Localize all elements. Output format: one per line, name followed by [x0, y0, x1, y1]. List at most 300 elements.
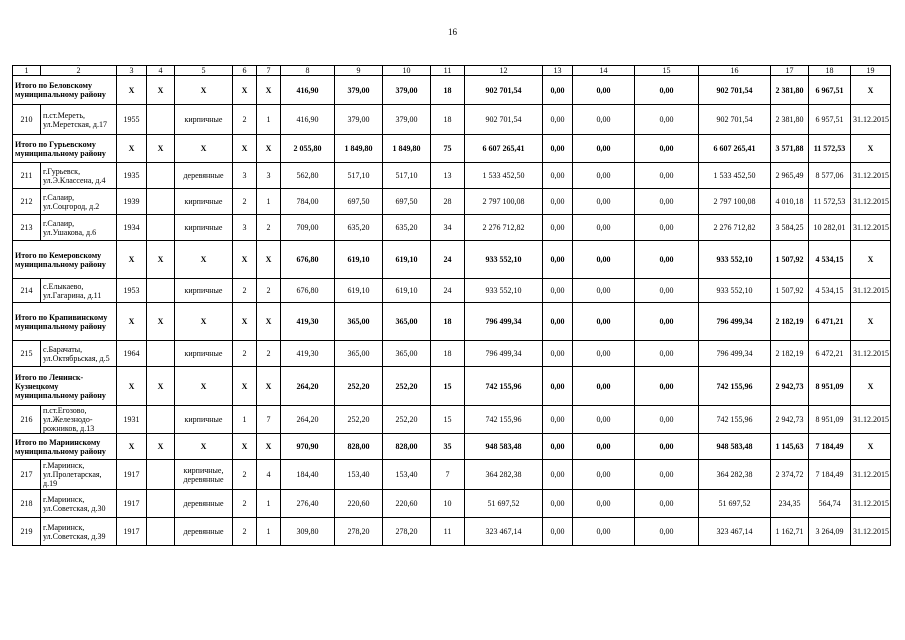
district-total-row [13, 303, 891, 341]
table-cell: 1934 [117, 215, 147, 241]
column-header: 1 [13, 66, 41, 76]
table-cell: 0,00 [635, 341, 699, 367]
table-cell: 2 942,73 [771, 406, 809, 434]
column-header: 5 [175, 66, 233, 76]
table-cell: 10 282,01 [809, 215, 851, 241]
page-number: 16 [448, 27, 457, 37]
column-header: 3 [117, 66, 147, 76]
building-row [13, 189, 891, 215]
table-cell: 4 010,18 [771, 189, 809, 215]
table-cell: X [147, 434, 175, 460]
table-cell: 24 [431, 279, 465, 303]
table-cell: 1 507,92 [771, 241, 809, 279]
table-cell: 0,00 [543, 406, 573, 434]
table-cell: 234,35 [771, 490, 809, 518]
table-cell: 742 155,96 [465, 406, 543, 434]
table-cell: 379,00 [335, 105, 383, 135]
table-cell: 264,20 [281, 367, 335, 406]
column-header: 17 [771, 66, 809, 76]
table-cell: 4 534,15 [809, 241, 851, 279]
table-cell: 31.12.2015 [851, 518, 891, 546]
table-cell: 948 583,48 [699, 434, 771, 460]
table-cell: 18 [431, 341, 465, 367]
table-cell: 933 552,10 [465, 241, 543, 279]
table-cell: 948 583,48 [465, 434, 543, 460]
table-cell: 7 184,49 [809, 460, 851, 490]
table-cell: 7 [431, 460, 465, 490]
table-cell: 365,00 [383, 341, 431, 367]
table-cell: 0,00 [635, 518, 699, 546]
table-cell: 0,00 [635, 105, 699, 135]
table-cell: 31.12.2015 [851, 406, 891, 434]
table-cell: 2 [233, 189, 257, 215]
table-cell: 252,20 [383, 406, 431, 434]
table-cell: 1 [257, 189, 281, 215]
table-cell: 416,90 [281, 76, 335, 105]
table-cell: 619,10 [335, 279, 383, 303]
table-cell: кирпичные [175, 215, 233, 241]
table-cell: 6 471,21 [809, 303, 851, 341]
table-cell: 1 533 452,50 [465, 163, 543, 189]
table-cell: 619,10 [383, 279, 431, 303]
table-cell: 31.12.2015 [851, 105, 891, 135]
table-cell: 1 [257, 490, 281, 518]
table-cell: 264,20 [281, 406, 335, 434]
table-cell: X [257, 241, 281, 279]
table-cell: 0,00 [573, 434, 635, 460]
building-address: г.Мариинск, ул.Пролетарская, д.19 [41, 460, 117, 490]
column-header: 19 [851, 66, 891, 76]
table-cell: 562,80 [281, 163, 335, 189]
table-cell: 364 282,38 [699, 460, 771, 490]
table-cell: 2 055,80 [281, 135, 335, 163]
table-cell: 933 552,10 [699, 279, 771, 303]
table-cell: 323 467,14 [699, 518, 771, 546]
table-cell: 2 [257, 279, 281, 303]
table-cell: 3 [233, 163, 257, 189]
table-cell [147, 460, 175, 490]
table-cell: X [147, 241, 175, 279]
table-cell: X [147, 135, 175, 163]
table-cell: 1939 [117, 189, 147, 215]
table-cell: 6 607 265,41 [465, 135, 543, 163]
table-cell: 2 381,80 [771, 105, 809, 135]
building-row [13, 105, 891, 135]
district-total-label: Итого по Кемеровскому муниципальному району [13, 241, 117, 279]
table-cell: 13 [431, 163, 465, 189]
column-header: 11 [431, 66, 465, 76]
table-cell: 31.12.2015 [851, 460, 891, 490]
table-cell: 18 [431, 303, 465, 341]
table-cell: кирпичные [175, 406, 233, 434]
district-total-row [13, 135, 891, 163]
table-cell: 0,00 [573, 241, 635, 279]
table-cell: 2 [233, 460, 257, 490]
row-number: 218 [13, 490, 41, 518]
table-cell: 742 155,96 [699, 367, 771, 406]
table-cell: 6 472,21 [809, 341, 851, 367]
table-cell: 676,80 [281, 279, 335, 303]
table-cell: 0,00 [543, 163, 573, 189]
row-number: 210 [13, 105, 41, 135]
table-cell: 796 499,34 [699, 341, 771, 367]
table-cell: 0,00 [573, 341, 635, 367]
table-cell: X [233, 241, 257, 279]
table-cell: 564,74 [809, 490, 851, 518]
table-cell: 184,40 [281, 460, 335, 490]
table-cell: 0,00 [635, 367, 699, 406]
table-cell: 0,00 [573, 135, 635, 163]
row-number: 216 [13, 406, 41, 434]
building-address: п.ст.Мереть, ул.Меретская, д.17 [41, 105, 117, 135]
table-cell: X [233, 367, 257, 406]
table-cell: X [851, 241, 891, 279]
district-total-label: Итого по Гурьевскому муниципальному району [13, 135, 117, 163]
table-cell: 0,00 [635, 189, 699, 215]
table-cell: 6 967,51 [809, 76, 851, 105]
table-cell: 0,00 [635, 406, 699, 434]
district-total-row [13, 241, 891, 279]
table-cell: X [233, 135, 257, 163]
table-cell: 742 155,96 [465, 367, 543, 406]
table-cell: 635,20 [383, 215, 431, 241]
table-cell: X [233, 434, 257, 460]
table-cell [147, 490, 175, 518]
table-cell: 0,00 [543, 490, 573, 518]
table-cell: 1 162,71 [771, 518, 809, 546]
table-cell: 8 577,06 [809, 163, 851, 189]
table-cell: 2 [233, 279, 257, 303]
table-cell: X [257, 434, 281, 460]
table-cell: 784,00 [281, 189, 335, 215]
table-cell: 6 957,51 [809, 105, 851, 135]
table-cell: 3 571,88 [771, 135, 809, 163]
table-cell: 24 [431, 241, 465, 279]
table-cell: 364 282,38 [465, 460, 543, 490]
table-cell: 153,40 [383, 460, 431, 490]
table-cell: 1953 [117, 279, 147, 303]
building-row [13, 406, 891, 434]
table-cell: 4 534,15 [809, 279, 851, 303]
table-cell: 6 607 265,41 [699, 135, 771, 163]
table-cell: 0,00 [573, 215, 635, 241]
table-cell: X [117, 367, 147, 406]
table-cell: 1964 [117, 341, 147, 367]
building-address: г.Салаир, ул.Соцгород, д.2 [41, 189, 117, 215]
table-cell: 0,00 [573, 490, 635, 518]
table-cell: 0,00 [543, 341, 573, 367]
table-cell: 0,00 [543, 76, 573, 105]
table-cell: 0,00 [573, 76, 635, 105]
table-cell: 365,00 [383, 303, 431, 341]
district-total-row [13, 367, 891, 406]
table-cell: 278,20 [335, 518, 383, 546]
table-cell: 220,60 [335, 490, 383, 518]
table-cell: 2 942,73 [771, 367, 809, 406]
table-cell: 0,00 [543, 367, 573, 406]
table-cell: 0,00 [635, 460, 699, 490]
table-cell: X [175, 76, 233, 105]
building-address: г.Мариинск, ул.Советская, д.30 [41, 490, 117, 518]
table-cell: кирпичные, деревянные [175, 460, 233, 490]
table-cell: 2 381,80 [771, 76, 809, 105]
table-cell [147, 279, 175, 303]
column-header: 14 [573, 66, 635, 76]
building-row [13, 163, 891, 189]
table-cell: X [117, 135, 147, 163]
column-header: 6 [233, 66, 257, 76]
table-cell: 0,00 [635, 135, 699, 163]
table-cell: 1955 [117, 105, 147, 135]
table-cell: 4 [257, 460, 281, 490]
table-cell [147, 163, 175, 189]
table-cell: 0,00 [573, 105, 635, 135]
table-cell: 3 584,25 [771, 215, 809, 241]
table-cell [147, 518, 175, 546]
table-cell: 31.12.2015 [851, 279, 891, 303]
table-cell: X [257, 135, 281, 163]
column-header: 8 [281, 66, 335, 76]
table-cell: 3 [257, 163, 281, 189]
table-cell: 18 [431, 76, 465, 105]
table-cell: 323 467,14 [465, 518, 543, 546]
table-cell: X [117, 303, 147, 341]
table-cell: 8 951,09 [809, 406, 851, 434]
table-cell: 0,00 [573, 163, 635, 189]
building-row [13, 490, 891, 518]
table-cell: 10 [431, 490, 465, 518]
table-cell: 11 572,53 [809, 135, 851, 163]
table-cell: 2 [257, 341, 281, 367]
building-row [13, 215, 891, 241]
table-cell [147, 215, 175, 241]
column-header: 18 [809, 66, 851, 76]
table-cell: 902 701,54 [465, 105, 543, 135]
table-cell: 31.12.2015 [851, 490, 891, 518]
table-cell: 1 [257, 105, 281, 135]
table-cell: X [175, 135, 233, 163]
table-cell: 0,00 [573, 518, 635, 546]
table-cell: деревянные [175, 518, 233, 546]
header-row [13, 66, 891, 76]
table-cell: X [175, 303, 233, 341]
table-cell: X [147, 76, 175, 105]
table-cell: X [257, 367, 281, 406]
district-total-row [13, 434, 891, 460]
table-cell: X [851, 76, 891, 105]
table-cell: 0,00 [635, 163, 699, 189]
table-cell: X [851, 135, 891, 163]
building-address: г.Салаир, ул.Ушакова, д.6 [41, 215, 117, 241]
table-cell: 3 [233, 215, 257, 241]
table-cell: X [175, 434, 233, 460]
table-cell: 15 [431, 406, 465, 434]
table-cell: кирпичные [175, 279, 233, 303]
row-number: 211 [13, 163, 41, 189]
table-cell: 2 797 100,08 [699, 189, 771, 215]
table-cell: 517,10 [335, 163, 383, 189]
table-cell: X [117, 241, 147, 279]
table-cell: X [233, 303, 257, 341]
district-total-label: Итого по Беловскому муниципальному району [13, 76, 117, 105]
column-header: 16 [699, 66, 771, 76]
table-cell: 1917 [117, 518, 147, 546]
table-cell: 828,00 [335, 434, 383, 460]
table-cell: 619,10 [383, 241, 431, 279]
table-cell: X [117, 76, 147, 105]
table-cell: 2 [233, 341, 257, 367]
table-cell: 2 276 712,82 [465, 215, 543, 241]
table-cell: 51 697,52 [465, 490, 543, 518]
table-cell: 28 [431, 189, 465, 215]
column-header: 7 [257, 66, 281, 76]
district-total-label: Итого по Ленинск-Кузнецкому муниципальному району [13, 367, 117, 406]
table-cell: 517,10 [383, 163, 431, 189]
table-cell: X [175, 367, 233, 406]
table-cell: 11 [431, 518, 465, 546]
building-row [13, 341, 891, 367]
building-row [13, 518, 891, 546]
column-header: 2 [41, 66, 117, 76]
table-cell: 0,00 [573, 279, 635, 303]
table-cell: 0,00 [543, 241, 573, 279]
table-cell: 902 701,54 [699, 105, 771, 135]
table-cell: 1 [257, 518, 281, 546]
table-cell: 828,00 [383, 434, 431, 460]
table-cell: 2 797 100,08 [465, 189, 543, 215]
table-cell: 15 [431, 367, 465, 406]
building-address: п.ст.Егозово, ул.Железнодо-рожников, д.13 [41, 406, 117, 434]
table-cell [147, 189, 175, 215]
table-cell: 933 552,10 [465, 279, 543, 303]
table-cell: 0,00 [543, 303, 573, 341]
table-cell: 902 701,54 [465, 76, 543, 105]
table-cell: 1 849,80 [383, 135, 431, 163]
column-header: 10 [383, 66, 431, 76]
table-cell: 2 182,19 [771, 303, 809, 341]
column-header: 12 [465, 66, 543, 76]
table-cell: X [147, 303, 175, 341]
table-cell: 379,00 [383, 105, 431, 135]
table-cell: 0,00 [543, 105, 573, 135]
table-cell: 2 276 712,82 [699, 215, 771, 241]
table-cell: X [257, 303, 281, 341]
table-cell: 742 155,96 [699, 406, 771, 434]
table-cell: 8 951,09 [809, 367, 851, 406]
table-cell: 2 [233, 105, 257, 135]
table-cell: 0,00 [543, 135, 573, 163]
table-cell: 0,00 [635, 434, 699, 460]
table-cell: 0,00 [543, 460, 573, 490]
table-cell: 31.12.2015 [851, 341, 891, 367]
building-address: г.Мариинск, ул.Советская, д.39 [41, 518, 117, 546]
table-cell: 1 145,63 [771, 434, 809, 460]
table-cell: 0,00 [543, 518, 573, 546]
row-number: 213 [13, 215, 41, 241]
table-cell: 7 [257, 406, 281, 434]
table-cell: 1 533 452,50 [699, 163, 771, 189]
table-cell: 709,00 [281, 215, 335, 241]
row-number: 217 [13, 460, 41, 490]
table-cell: 75 [431, 135, 465, 163]
table-cell: деревянные [175, 163, 233, 189]
table-cell: 0,00 [635, 241, 699, 279]
table-cell: 0,00 [573, 406, 635, 434]
table-cell: 1 507,92 [771, 279, 809, 303]
table-cell [147, 406, 175, 434]
table-cell: 416,90 [281, 105, 335, 135]
row-number: 214 [13, 279, 41, 303]
table-cell: 635,20 [335, 215, 383, 241]
table-cell: 2 182,19 [771, 341, 809, 367]
table-cell: 379,00 [383, 76, 431, 105]
table-cell: 933 552,10 [699, 241, 771, 279]
table-cell: 0,00 [635, 215, 699, 241]
table-cell: 220,60 [383, 490, 431, 518]
table-cell: 0,00 [573, 303, 635, 341]
table-cell: 0,00 [543, 215, 573, 241]
table-cell: 676,80 [281, 241, 335, 279]
table-cell: 379,00 [335, 76, 383, 105]
table-cell: 276,40 [281, 490, 335, 518]
table-cell: X [851, 367, 891, 406]
table-cell: 796 499,34 [465, 341, 543, 367]
table-cell: 31.12.2015 [851, 215, 891, 241]
table-cell: 365,00 [335, 341, 383, 367]
table-cell: 1917 [117, 490, 147, 518]
table-cell: 796 499,34 [465, 303, 543, 341]
table-cell: X [233, 76, 257, 105]
table-cell: 11 572,53 [809, 189, 851, 215]
table-cell: 697,50 [383, 189, 431, 215]
row-number: 212 [13, 189, 41, 215]
table-cell: 0,00 [573, 189, 635, 215]
table-cell: 0,00 [635, 279, 699, 303]
table-cell: 0,00 [573, 367, 635, 406]
table-cell: 796 499,34 [699, 303, 771, 341]
table-cell: X [851, 434, 891, 460]
table-cell: 51 697,52 [699, 490, 771, 518]
table-cell: X [117, 434, 147, 460]
table-cell: 365,00 [335, 303, 383, 341]
district-total-label: Итого по Мариинскому муниципальному району [13, 434, 117, 460]
table-cell: 0,00 [543, 189, 573, 215]
table-cell: 902 701,54 [699, 76, 771, 105]
row-number: 215 [13, 341, 41, 367]
building-row [13, 460, 891, 490]
district-total-label: Итого по Крапивинскому муниципальному району [13, 303, 117, 341]
table-cell: 3 264,09 [809, 518, 851, 546]
table-cell: 2 374,72 [771, 460, 809, 490]
table-cell: 2 965,49 [771, 163, 809, 189]
row-number: 219 [13, 518, 41, 546]
table-cell: X [175, 241, 233, 279]
table-cell: 419,30 [281, 341, 335, 367]
table-cell: X [851, 303, 891, 341]
building-row [13, 279, 891, 303]
table-cell: 1 849,80 [335, 135, 383, 163]
table-cell: 252,20 [335, 367, 383, 406]
table-cell: деревянные [175, 490, 233, 518]
table-cell: 7 184,49 [809, 434, 851, 460]
table-cell: 1917 [117, 460, 147, 490]
table-cell: X [147, 367, 175, 406]
building-address: с.Елыкаево, ул.Гагарина, д.11 [41, 279, 117, 303]
building-address: с.Барачаты, ул.Октябрьская, д.5 [41, 341, 117, 367]
table-cell: 0,00 [543, 279, 573, 303]
table-cell: 35 [431, 434, 465, 460]
table-cell: 31.12.2015 [851, 163, 891, 189]
